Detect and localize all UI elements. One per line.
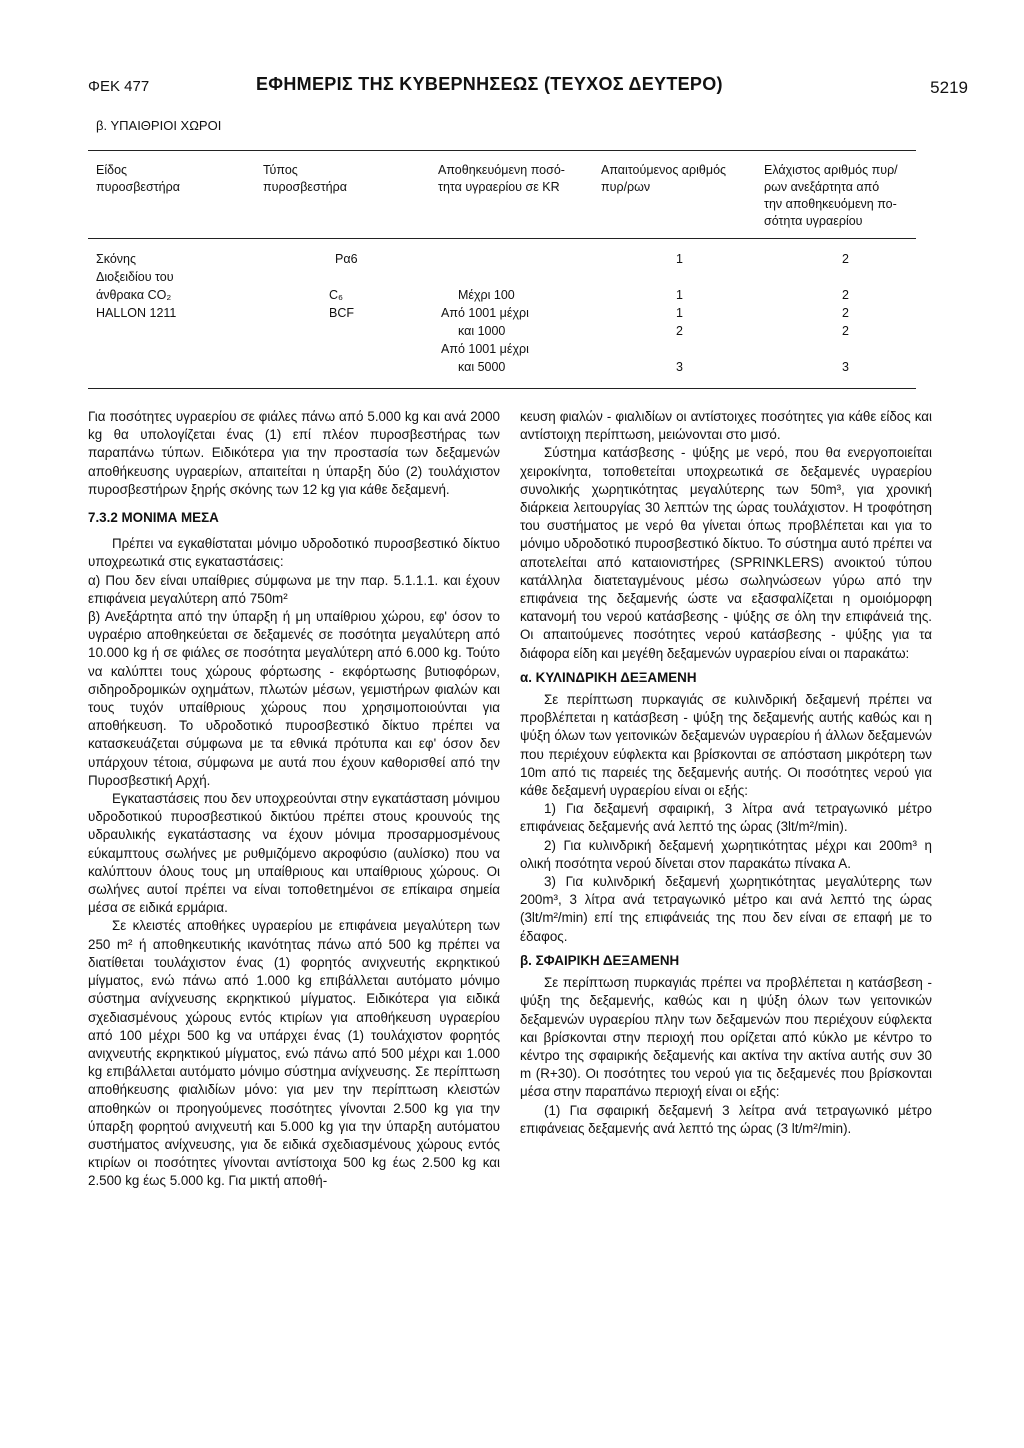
cell-quantity: Μέχρι 100 (458, 288, 515, 302)
subsection-heading: α. ΚΥΛΙΝΔΡΙΚΗ ΔΕΞΑΜΕΝΗ (520, 669, 697, 685)
cell-type: C₆ (329, 288, 344, 302)
table-row (88, 306, 916, 323)
section-title: β. ΥΠΑΙΘΡΙΟΙ ΧΩΡΟΙ (96, 118, 222, 133)
cell-minimum: 2 (842, 252, 849, 266)
cell-kind: άνθρακα CO₂ (96, 288, 172, 302)
cell-minimum: 3 (842, 360, 849, 374)
cell-minimum: 2 (842, 324, 849, 338)
cell-type: BCF (329, 306, 354, 320)
cell-minimum: 2 (842, 306, 849, 320)
cell-kind: Σκόνης (96, 252, 137, 266)
right-column (520, 408, 932, 1138)
cell-type: Ρα6 (335, 252, 358, 266)
table-row (88, 342, 916, 359)
paragraph: Σε περίπτωση πυρκαγιάς σε κυλινδρική δεξαμενή πρέπει να προβλέπεται η κατάσβεση - ψύξη της δεξαμενής αυτής καθώς και η ψύξη όλων των γειτονικών δεξαμενών υγραερίου ή άλλων δεξαμενών που περιέχουν εύφλεκτα και βρίσκονται σε απόσταση μικρότερη των 10m από τις παρειές της δεξαμενής αυτής. Οι ποσότητες νερού για κάθε δεξαμενή υγραερίου είναι οι εξής: (520, 692, 932, 799)
paragraph: Σε κλειστές αποθήκες υγραερίου με επιφάνεια μεγαλύτερη των 250 m² ή αποθηκευτικής ικανότητας πάνω από 500 kg πρέπει να διατίθεται τουλάχιστον ένας (1) φορητός ανιχνευτής εκρηκτικού μίγματος, ενώ πάνω από 1.000 kg επιβάλλεται αυτόματο μόνιμο σύστημα ανίχνευσης εκρηκτικού μίγματος. Ειδικότερα για ειδικά σχεδιασμένους χώρους εντός κτιρίων για αποθήκευση υγραερίου από 100 μέχρι 500 kg να υπάρχει ένας (1) τουλάχιστον φορητός ανιχνευτής εκρηκτικού μίγματος, ενώ πάνω από 500 μέχρι και 1.000 kg επιβάλλεται αυτόματο μόνιμο σύστημα ανίχνευσης. Σε περίπτωση αποθήκευσης φιαλιδίων μόνο: για μεν την περίπτωση κλειστών αποθηκών οι προηγούμενες ποσότητες γίνονται 2.500 kg για την ύπαρξη φορητού ανιχνευτή και 5.000 kg για την ύπαρξη αυτόματου συστήματος ανίχνευσης, για δε ειδικά σχεδιασμένους χώρους εντός κτιρίων οι ποσότητες γίνονται αντίστοιχα 500 kg έως 2.500 kg και 2.500 kg έως 5.000 kg. Για μικτή αποθή- (88, 918, 500, 1189)
table-row (88, 324, 916, 341)
cell-quantity: και 5000 (458, 360, 506, 374)
table-row (88, 288, 916, 305)
left-column (88, 408, 500, 1191)
table-row (88, 360, 916, 377)
header-stored-quantity: Αποθηκευόμενη ποσό- τητα υγραερίου σε KR (438, 163, 565, 194)
cell-kind: Διοξειδίου του (96, 270, 174, 284)
cell-quantity: Από 1001 μέχρι (441, 342, 529, 356)
table-row (88, 252, 916, 269)
cell-required: 3 (676, 360, 683, 374)
table-header-rule (88, 238, 916, 239)
cell-required: 1 (676, 306, 683, 320)
section-heading: 7.3.2 ΜΟΝΙΜΑ ΜΕΣΑ (88, 510, 219, 526)
gazette-issue-number: ΦΕΚ 477 (88, 78, 150, 95)
cell-kind: HALLON 1211 (96, 306, 177, 320)
paragraph: Πρέπει να εγκαθίσταται μόνιμο υδροδοτικό πυροσβεστικό δίκτυο υποχρεωτικά στις εγκαταστάσεις: (88, 536, 500, 570)
header-type: Τύπος πυροσβεστήρα (263, 163, 347, 194)
cell-required: 1 (676, 288, 683, 302)
paragraph: 3) Για κυλινδρική δεξαμενή χωρητικότητας μεγαλύτερης των 200m³, 3 λίτρα ανά τετραγωνικό μέτρο και ανά λεπτό της ώρας (3lt/m²/min) επί της επιφάνειάς της που δεν είναι σε επαφή με το έδαφος. (520, 874, 932, 944)
paragraph: Εγκαταστάσεις που δεν υποχρεούνται στην εγκατάσταση μόνιμου υδροδοτικού πυροσβεστικού δικτύου πρέπει στους κρουνούς της υδραυλικής εγκατάστασης να έχουν μόνιμα προσαρμοσμένους εύκαμπτους σωλήνες με ρυθμιζόμενο ακροφύσιο (αυλίσκο) που να καλύπτουν όλους τους μη υπαίθριους και υπαίθριους χώρους. Οι σωλήνες αυτοί πρέπει να είναι τοποθετημένοι σε επίκαιρα σημεία μέσα σε ειδικά ερμάρια. (88, 791, 500, 916)
cell-quantity: Από 1001 μέχρι (441, 306, 529, 320)
cell-required: 1 (676, 252, 683, 266)
paragraph: 1) Για δεξαμενή σφαιρική, 3 λίτρα ανά τετραγωνικό μέτρο επιφάνειας δεξαμενής ανά λεπτό της ώρας (3lt/m²/min). (520, 801, 932, 835)
paragraph: Σύστημα κατάσβεσης - ψύξης με νερό, που θα ενεργοποιείται χειροκίνητα, τοποθετείται υποχρεωτικά σε δεξαμενές υγραερίου συνολικής χωρητικότητας μεγαλύτερης των 50m³, για χρονική διάρκεια λειτουργίας 30 λεπτών της ώρας τουλάχιστον. Η τροφότηση του συστήματος με νερό θα γίνεται όπως προβλέπεται και για το μόνιμο υδροδοτικό πυροσβεστικό δίκτυο. Το σύστημα αυτό πρέπει να αποτελείται από καταιονιστήρες (SPRINKLERS) ανοικτού τύπου κατάλληλα διατεταγμένους μέσω σωληνώσεων γύρω από την επιφάνεια της δεξαμενής ώστε να εξασφαλίζεται η ομοιόμορφη κατανομή του νερού κατάσβεσης - ψύξης σε όλη την επιφάνειά της. Οι απαιτούμενες ποσότητες νερού κατάσβεσης - ψύξης για τα διάφορα είδη και μεγέθη δεξαμενών υγραερίου είναι οι παρακάτω: (520, 445, 932, 661)
cell-minimum: 2 (842, 288, 849, 302)
paragraph: κευση φιαλών - φιαλιδίων οι αντίστοιχες ποσότητες για κάθε είδος και αντίστοιχη περίπτωση, μειώνονται στο μισό. (520, 409, 932, 443)
header-kind: Είδος πυροσβεστήρα (96, 163, 180, 194)
cell-required: 2 (676, 324, 683, 338)
page-number: 5219 (930, 78, 968, 97)
table-row (88, 270, 916, 287)
paragraph: β) Ανεξάρτητα από την ύπαρξη ή μη υπαίθριου χώρου, εφ' όσον το υγραέριο αποθηκεύεται σε δεξαμενές σε ποσότητα μεγαλύτερη από 10.000 kg ή σε φιάλες σε ποσότητα μεγαλύτερη από 6.000 kg. Τούτο να καλύπτει τους χώρους φόρτωσης - εκφόρτωσης βυτιοφόρων, σιδηροδρομικών οχημάτων, πλωτών μέσων, γεμιστήρων φιαλών και τους τυχόν υπαίθριους χώρους που χρησιμοποιούνται για αποθήκευση. Το υδροδοτικό πυροσβεστικό δίκτυο πρέπει να κατασκευάζεται σύμφωνα με τα εθνικά πρότυπα και εφ' όσον δεν υπάρχουν τέτοια, σύμφωνα με αυτά που έχουν καθορισθεί από την Πυροσβεστική Αρχή. (88, 609, 500, 788)
paragraph: (1) Για σφαιρική δεξαμενή 3 λείτρα ανά τετραγωνικό μέτρο επιφάνειας δεξαμενής ανά λεπτό της ώρας (3 lt/m²/min). (520, 1102, 932, 1136)
paragraph: 2) Για κυλινδρική δεξαμενή χωρητικότητας μέχρι και 200m³ η ολική ποσότητα νερού δίνεται στον παρακάτω πίνακα Α. (520, 837, 932, 871)
paragraph: Σε περίπτωση πυρκαγιάς πρέπει να προβλέπεται η κατάσβεση - ψύξη της δεξαμενής, καθώς και η ψύξη όλων των γειτονικών δεξαμενών υγραερίου πλην των δεξαμενών που περιέχουν εύφλεκτα και βρίσκονται στην περιοχή που ορίζεται από κύκλο με κέντρο το κέντρο της σφαιρικής δεξαμενής και ακτίνα την ακτίνα αυτής συν 30 m (R+30). Οι ποσότητες του νερού για τις δεξαμενές που βρίσκονται μέσα στην παραπάνω περιοχή είναι οι εξής: (520, 975, 932, 1100)
cell-quantity: και 1000 (458, 324, 506, 338)
table-top-rule (88, 150, 916, 151)
gazette-title: ΕΦΗΜΕΡΙΣ ΤΗΣ ΚΥΒΕΡΝΗΣΕΩΣ (ΤΕΥΧΟΣ ΔΕΥΤΕΡΟ) (256, 74, 723, 94)
paragraph: Για ποσότητες υγραερίου σε φιάλες πάνω από 5.000 kg και ανά 2000 kg θα υπολογίζεται ένας (1) επί πλέον πυροσβεστήρας των παραπάνω τύπων. Ειδικότερα για την προστασία των δεξαμενών αποθήκευσης υγραερίων, απαιτείται η ύπαρξη δύο (2) τουλάχιστον πυροσβεστήρων ξηρής σκόνης των 12 kg για κάθε δεξαμενή. (88, 409, 500, 497)
table-bottom-rule (88, 388, 916, 389)
subsection-heading: β. ΣΦΑΙΡΙΚΗ ΔΕΞΑΜΕΝΗ (520, 952, 680, 968)
header-required-number: Απαιτούμενος αριθμός πυρ/ρων (601, 163, 727, 194)
header-minimum-number: Ελάχιστος αριθμός πυρ/ ρων ανεξάρτητα από την αποθηκευόμενη πο- σότητα υγραερίου (764, 163, 898, 228)
page-header (88, 70, 968, 100)
paragraph: α) Που δεν είναι υπαίθριες σύμφωνα με την παρ. 5.1.1.1. και έχουν επιφάνεια μεγαλύτερη από 750m² (88, 572, 500, 606)
